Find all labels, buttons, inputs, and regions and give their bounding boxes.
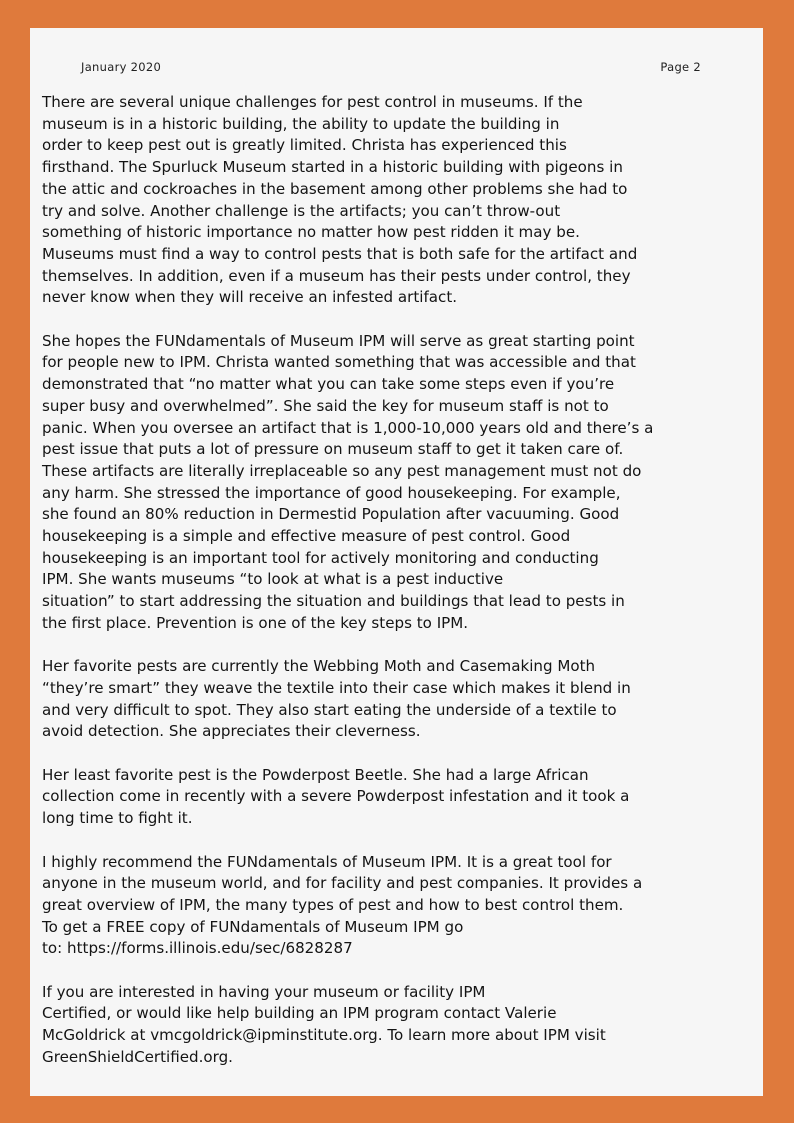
page-sheet xyxy=(30,28,763,1096)
paragraph-1 xyxy=(42,92,760,309)
paragraph-6 xyxy=(42,982,760,1069)
text-line: the first place. Prevention is one of the key steps to IPM. xyxy=(42,613,469,632)
text-line: collection come in recently with a severe Powderpost infestation and it took a xyxy=(42,787,630,806)
text-line: housekeeping is a simple and effective measure of pest control. Good xyxy=(42,527,571,546)
text-line: great overview of IPM, the many types of pest and how to best control them. xyxy=(42,895,624,914)
text-line: Museums must find a way to control pests that is both safe for the artifact and xyxy=(42,244,638,263)
text-line: demonstrated that “no matter what you can take some steps even if you’re xyxy=(42,375,615,394)
text-line: anyone in the museum world, and for facility and pest companies. It provides a xyxy=(42,874,643,893)
text-line: super busy and overwhelmed”. She said the key for museum staff is not to xyxy=(42,396,609,415)
text-line: To get a FREE copy of FUNdamentals of Museum IPM go xyxy=(42,917,464,936)
text-line: any harm. She stressed the importance of good housekeeping. For example, xyxy=(42,483,621,502)
text-line: try and solve. Another challenge is the artifacts; you can’t throw-out xyxy=(42,201,561,220)
header-date: January 2020 xyxy=(81,60,162,74)
paragraph-2 xyxy=(42,331,760,635)
text-line: There are several unique challenges for pest control in museums. If the xyxy=(42,93,583,111)
paragraph-3 xyxy=(42,656,760,743)
text-line: avoid detection. She appreciates their cleverness. xyxy=(42,722,421,741)
text-line: she found an 80% reduction in Dermestid Population after vacuuming. Good xyxy=(42,505,620,524)
page-header xyxy=(81,60,701,74)
text-line: firsthand. The Spurluck Museum started in a historic building with pigeons in xyxy=(42,158,623,177)
text-line: McGoldrick at vmcgoldrick@ipminstitute.org. To learn more about IPM visit xyxy=(42,1026,606,1045)
paragraph-5 xyxy=(42,852,760,961)
text-line: order to keep pest out is greatly limited. Christa has experienced this xyxy=(42,136,567,155)
text-line: panic. When you oversee an artifact that is 1,000-10,000 years old and there’s a xyxy=(42,418,654,437)
text-line: long time to fight it. xyxy=(42,809,193,828)
text-line: never know when they will receive an infested artifact. xyxy=(42,288,458,307)
text-line: and very difficult to spot. They also start eating the underside of a textile to xyxy=(42,700,617,719)
text-line: themselves. In addition, even if a museum has their pests under control, they xyxy=(42,266,631,285)
text-line: to: https://forms.illinois.edu/sec/6828287 xyxy=(42,939,353,958)
text-line: the attic and cockroaches in the basement among other problems she had to xyxy=(42,179,628,198)
text-line: I highly recommend the FUNdamentals of Museum IPM. It is a great tool for xyxy=(42,852,612,871)
text-line: Certified, or would like help building an IPM program contact Valerie xyxy=(42,1004,557,1023)
text-line: IPM. She wants museums “to look at what is a pest inductive xyxy=(42,570,504,589)
text-line: pest issue that puts a lot of pressure on museum staff to get it taken care of. xyxy=(42,440,624,459)
header-page-number: Page 2 xyxy=(660,60,701,74)
text-line: If you are interested in having your museum or facility IPM xyxy=(42,982,486,1001)
text-line: She hopes the FUNdamentals of Museum IPM will serve as great starting point xyxy=(42,331,635,350)
text-line: Her least favorite pest is the Powderpost Beetle. She had a large African xyxy=(42,765,589,784)
article-body xyxy=(42,92,760,1090)
text-line: situation” to start addressing the situation and buildings that lead to pests in xyxy=(42,592,625,611)
text-line: housekeeping is an important tool for actively monitoring and conducting xyxy=(42,548,599,567)
text-line: “they’re smart” they weave the textile into their case which makes it blend in xyxy=(42,678,631,697)
text-line: for people new to IPM. Christa wanted something that was accessible and that xyxy=(42,353,636,372)
text-line: GreenShieldCertified.org. xyxy=(42,1047,233,1066)
text-line: These artifacts are literally irreplaceable so any pest management must not do xyxy=(42,461,642,480)
text-line: museum is in a historic building, the ability to update the building in xyxy=(42,114,560,133)
paragraph-4 xyxy=(42,765,760,830)
text-line: Her favorite pests are currently the Webbing Moth and Casemaking Moth xyxy=(42,657,596,676)
text-line: something of historic importance no matter how pest ridden it may be. xyxy=(42,223,580,242)
